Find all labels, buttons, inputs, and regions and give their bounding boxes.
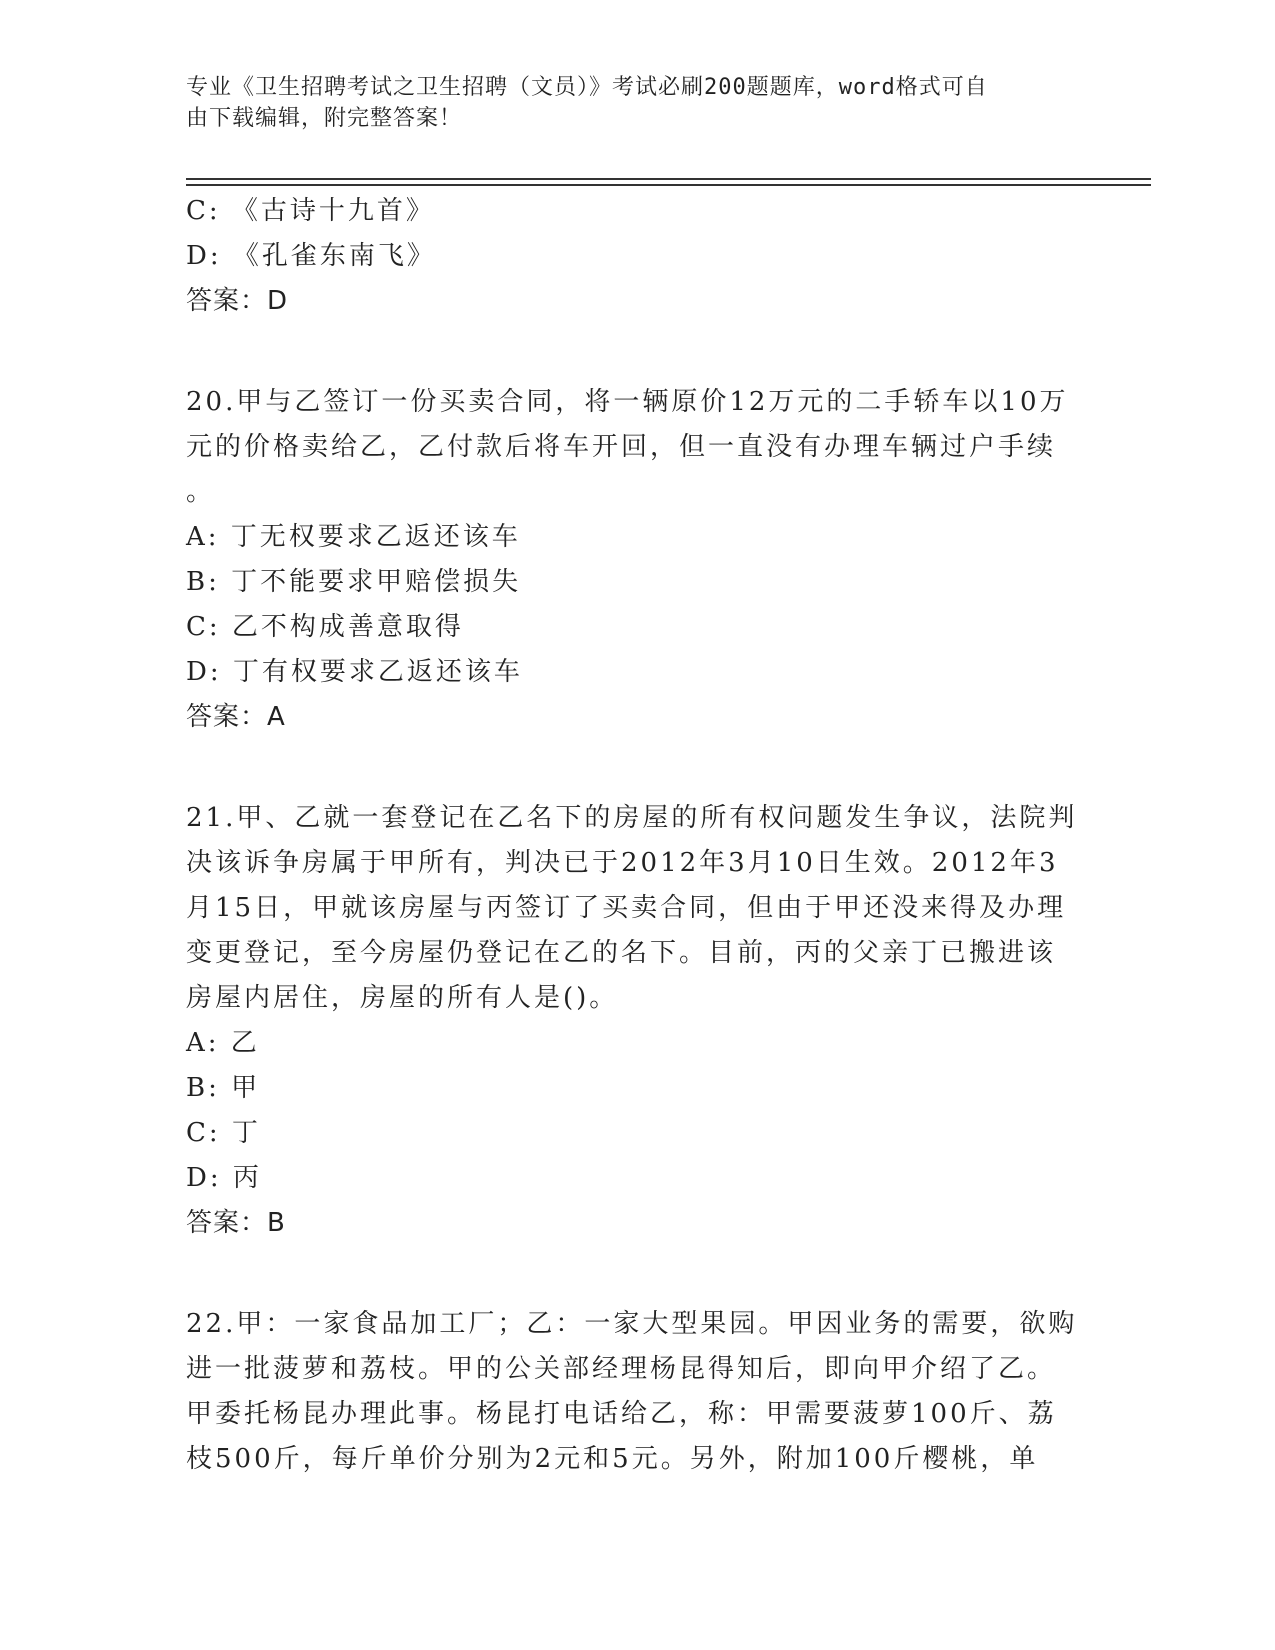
option-b: B: 甲	[186, 1073, 261, 1103]
option-c: C: 乙不构成善意取得	[186, 612, 464, 642]
question-text-line: 月15日，甲就该房屋与丙签订了买卖合同，但由于甲还没来得及办理	[186, 893, 1067, 923]
option-c: C: 《古诗十九首》	[186, 196, 435, 226]
question-21	[186, 796, 1086, 1246]
option-a: A: 乙	[186, 1028, 260, 1058]
spacer	[186, 1246, 1086, 1302]
header-divider-bottom	[186, 184, 1151, 186]
spacer	[186, 324, 1086, 380]
option-a: A: 丁无权要求乙返还该车	[186, 522, 521, 552]
document-body	[186, 189, 1086, 1482]
question-text-line: 变更登记，至今房屋仍登记在乙的名下。目前，丙的父亲丁已搬进该	[186, 938, 1057, 968]
answer-line: 答案：A	[186, 702, 286, 732]
question-text-line: 房屋内居住，房屋的所有人是()。	[186, 983, 619, 1013]
option-d: D: 丙	[186, 1163, 262, 1193]
spacer	[186, 740, 1086, 796]
question-text-line: 决该诉争房属于甲所有，判决已于2012年3月10日生效。2012年3	[186, 848, 1059, 878]
answer-line: 答案：D	[186, 286, 289, 316]
question-22	[186, 1302, 1086, 1482]
header-line-1: 专业《卫生招聘考试之卫生招聘（文员）》考试必刷200题题库，word格式可自	[186, 75, 988, 100]
answer-line: 答案：B	[186, 1208, 286, 1238]
question-text-line: 21.甲、乙就一套登记在乙名下的房屋的所有权问题发生争议，法院判	[186, 803, 1078, 833]
header-line-2: 由下载编辑，附完整答案！	[186, 106, 463, 131]
question-text-line: 22.甲：一家食品加工厂；乙：一家大型果园。甲因业务的需要，欲购	[186, 1309, 1078, 1339]
question-20	[186, 380, 1086, 740]
question-text-line: 枝500斤，每斤单价分别为2元和5元。另外，附加100斤樱桃，单	[186, 1444, 1039, 1474]
option-c: C: 丁	[186, 1118, 261, 1148]
question-19-tail	[186, 189, 1086, 324]
option-d: D: 丁有权要求乙返还该车	[186, 657, 523, 687]
document-header	[186, 72, 1066, 134]
question-text-line: 20.甲与乙签订一份买卖合同，将一辆原价12万元的二手轿车以10万	[186, 387, 1069, 417]
question-text-line: 。	[186, 477, 216, 507]
question-text-line: 元的价格卖给乙，乙付款后将车开回，但一直没有办理车辆过户手续	[186, 432, 1057, 462]
option-d: D: 《孔雀东南飞》	[186, 241, 436, 271]
question-text-line: 进一批菠萝和荔枝。甲的公关部经理杨昆得知后，即向甲介绍了乙。	[186, 1354, 1057, 1384]
question-text-line: 甲委托杨昆办理此事。杨昆打电话给乙，称：甲需要菠萝100斤、荔	[186, 1399, 1057, 1429]
option-b: B: 丁不能要求甲赔偿损失	[186, 567, 522, 597]
header-divider-top	[186, 178, 1151, 180]
